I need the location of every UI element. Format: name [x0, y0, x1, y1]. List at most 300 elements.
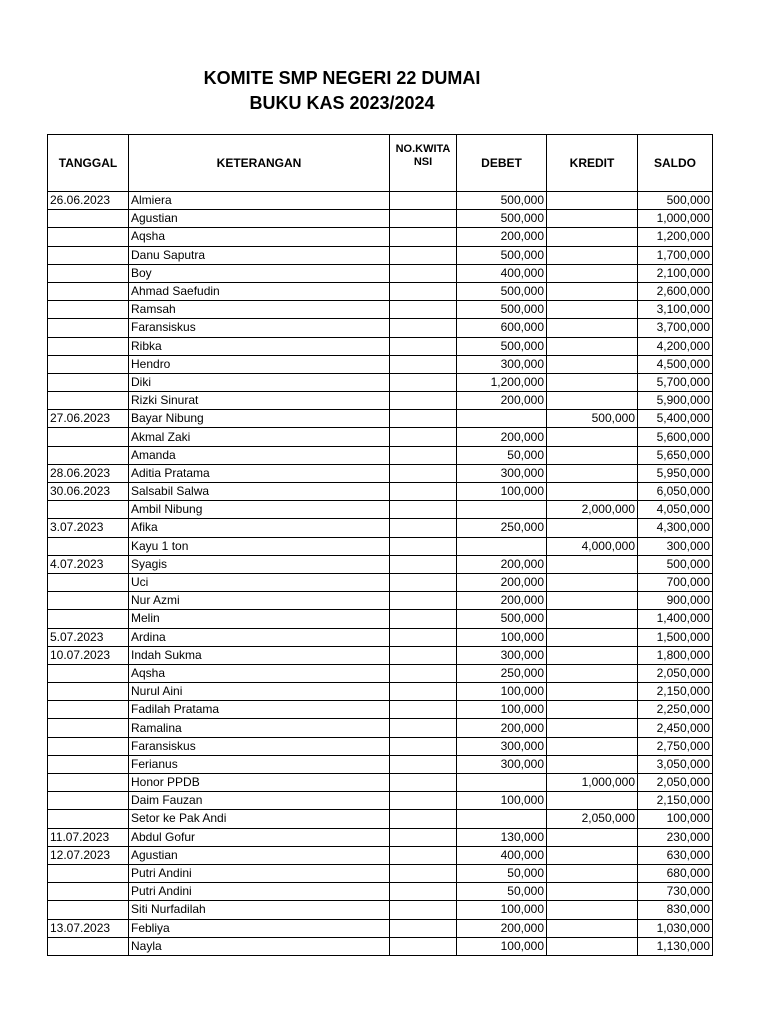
cell-kredit [547, 337, 638, 355]
cell-saldo: 1,200,000 [638, 228, 713, 246]
cell-saldo: 2,150,000 [638, 683, 713, 701]
committee-title: KOMITE SMP NEGERI 22 DUMAI [203, 68, 481, 88]
cell-saldo: 230,000 [638, 828, 713, 846]
cell-debet: 200,000 [457, 719, 547, 737]
cell-kredit [547, 901, 638, 919]
cell-saldo: 5,600,000 [638, 428, 713, 446]
cell-keterangan: Ahmad Saefudin [129, 282, 390, 300]
cell-tanggal [48, 573, 129, 591]
cell-no-kwitansi [390, 646, 457, 664]
cell-tanggal [48, 210, 129, 228]
cell-saldo: 5,900,000 [638, 392, 713, 410]
cell-no-kwitansi [390, 428, 457, 446]
table-row [48, 519, 713, 537]
cell-saldo: 5,950,000 [638, 464, 713, 482]
cell-no-kwitansi [390, 537, 457, 555]
table-row [48, 592, 713, 610]
cell-saldo: 2,750,000 [638, 737, 713, 755]
cell-debet [457, 410, 547, 428]
column-header-keterangan: KETERANGAN [129, 135, 390, 192]
cell-kredit [547, 919, 638, 937]
cell-saldo: 1,800,000 [638, 646, 713, 664]
cell-keterangan: Syagis [129, 555, 390, 573]
cell-kredit [547, 937, 638, 955]
table-row [48, 846, 713, 864]
cell-debet [457, 774, 547, 792]
cell-debet: 100,000 [457, 628, 547, 646]
cell-debet [457, 537, 547, 555]
column-header-debet: DEBET [457, 135, 547, 192]
cell-no-kwitansi [390, 937, 457, 955]
cell-debet: 200,000 [457, 592, 547, 610]
cell-tanggal [48, 592, 129, 610]
cell-debet: 300,000 [457, 646, 547, 664]
cell-no-kwitansi [390, 828, 457, 846]
table-row [48, 246, 713, 264]
column-header-kredit: KREDIT [547, 135, 638, 192]
cell-kredit [547, 737, 638, 755]
cell-debet: 500,000 [457, 301, 547, 319]
cell-debet: 50,000 [457, 446, 547, 464]
cell-kredit [547, 664, 638, 682]
cell-saldo: 2,250,000 [638, 701, 713, 719]
table-row [48, 355, 713, 373]
cell-no-kwitansi [390, 410, 457, 428]
cell-keterangan: Faransiskus [129, 319, 390, 337]
cell-kredit [547, 228, 638, 246]
cell-tanggal [48, 755, 129, 773]
cell-keterangan: Hendro [129, 355, 390, 373]
cell-no-kwitansi [390, 355, 457, 373]
cell-debet: 300,000 [457, 737, 547, 755]
table-row [48, 901, 713, 919]
cell-no-kwitansi [390, 701, 457, 719]
cell-saldo: 830,000 [638, 901, 713, 919]
cell-keterangan: Aditia Pratama [129, 464, 390, 482]
cell-keterangan: Fadilah Pratama [129, 701, 390, 719]
document-title [0, 66, 684, 116]
cell-kredit [547, 264, 638, 282]
cell-keterangan: Ferianus [129, 755, 390, 773]
cell-saldo: 680,000 [638, 864, 713, 882]
cell-kredit [547, 301, 638, 319]
cell-saldo: 4,300,000 [638, 519, 713, 537]
cell-kredit [547, 192, 638, 210]
cell-debet: 130,000 [457, 828, 547, 846]
cell-kredit [547, 864, 638, 882]
cell-no-kwitansi [390, 719, 457, 737]
cell-tanggal [48, 319, 129, 337]
cell-saldo: 2,150,000 [638, 792, 713, 810]
cell-debet: 500,000 [457, 610, 547, 628]
cell-saldo: 5,400,000 [638, 410, 713, 428]
table-row [48, 373, 713, 391]
table-row [48, 646, 713, 664]
cell-debet: 50,000 [457, 864, 547, 882]
table-row [48, 210, 713, 228]
table-row [48, 537, 713, 555]
cell-tanggal: 5.07.2023 [48, 628, 129, 646]
cell-keterangan: Amanda [129, 446, 390, 464]
table-row [48, 719, 713, 737]
cell-tanggal [48, 537, 129, 555]
cell-keterangan: Setor ke Pak Andi [129, 810, 390, 828]
cell-tanggal [48, 774, 129, 792]
cell-debet: 200,000 [457, 392, 547, 410]
table-row [48, 392, 713, 410]
cell-saldo: 1,500,000 [638, 628, 713, 646]
table-row [48, 828, 713, 846]
cell-keterangan: Honor PPDB [129, 774, 390, 792]
cell-saldo: 1,400,000 [638, 610, 713, 628]
cell-saldo: 1,030,000 [638, 919, 713, 937]
cell-kredit [547, 719, 638, 737]
cell-tanggal [48, 864, 129, 882]
cell-keterangan: Afika [129, 519, 390, 537]
cell-tanggal [48, 737, 129, 755]
cell-tanggal: 13.07.2023 [48, 919, 129, 937]
cell-tanggal [48, 683, 129, 701]
table-row [48, 228, 713, 246]
cell-tanggal [48, 428, 129, 446]
table-row [48, 573, 713, 591]
cell-debet: 200,000 [457, 919, 547, 937]
cell-no-kwitansi [390, 664, 457, 682]
cell-saldo: 300,000 [638, 537, 713, 555]
cell-kredit [547, 319, 638, 337]
cell-saldo: 1,130,000 [638, 937, 713, 955]
table-row [48, 319, 713, 337]
cell-tanggal: 12.07.2023 [48, 846, 129, 864]
cell-tanggal [48, 501, 129, 519]
cell-no-kwitansi [390, 901, 457, 919]
cell-tanggal [48, 355, 129, 373]
cell-tanggal [48, 392, 129, 410]
cell-kredit [547, 646, 638, 664]
cell-debet: 600,000 [457, 319, 547, 337]
cell-saldo: 500,000 [638, 555, 713, 573]
cell-tanggal [48, 446, 129, 464]
cell-keterangan: Rizki Sinurat [129, 392, 390, 410]
cell-keterangan: Danu Saputra [129, 246, 390, 264]
cell-no-kwitansi [390, 610, 457, 628]
table-row [48, 919, 713, 937]
cell-debet: 250,000 [457, 519, 547, 537]
cell-saldo: 630,000 [638, 846, 713, 864]
table-row [48, 464, 713, 482]
cell-no-kwitansi [390, 246, 457, 264]
cell-no-kwitansi [390, 573, 457, 591]
table-row [48, 282, 713, 300]
cell-no-kwitansi [390, 755, 457, 773]
cell-debet: 400,000 [457, 264, 547, 282]
cell-saldo: 1,700,000 [638, 246, 713, 264]
cell-keterangan: Salsabil Salwa [129, 483, 390, 501]
cell-tanggal [48, 901, 129, 919]
cell-tanggal [48, 337, 129, 355]
cell-keterangan: Abdul Gofur [129, 828, 390, 846]
cell-kredit: 2,050,000 [547, 810, 638, 828]
cell-tanggal [48, 937, 129, 955]
cell-debet: 100,000 [457, 792, 547, 810]
table-row [48, 737, 713, 755]
cell-debet: 100,000 [457, 701, 547, 719]
cell-no-kwitansi [390, 483, 457, 501]
cell-keterangan: Nayla [129, 937, 390, 955]
table-row [48, 192, 713, 210]
cell-keterangan: Aqsha [129, 228, 390, 246]
table-row [48, 446, 713, 464]
cell-tanggal: 11.07.2023 [48, 828, 129, 846]
table-row [48, 428, 713, 446]
cell-debet: 100,000 [457, 683, 547, 701]
cell-keterangan: Nurul Aini [129, 683, 390, 701]
cell-debet: 500,000 [457, 282, 547, 300]
cell-tanggal [48, 810, 129, 828]
cell-debet [457, 810, 547, 828]
cell-keterangan: Febliya [129, 919, 390, 937]
cell-no-kwitansi [390, 337, 457, 355]
cell-keterangan: Almiera [129, 192, 390, 210]
column-header-saldo: SALDO [638, 135, 713, 192]
cell-saldo: 2,600,000 [638, 282, 713, 300]
cell-no-kwitansi [390, 282, 457, 300]
table-header [48, 135, 713, 192]
cell-kredit [547, 883, 638, 901]
cell-keterangan: Melin [129, 610, 390, 628]
cell-keterangan: Boy [129, 264, 390, 282]
cell-kredit [547, 373, 638, 391]
cell-saldo: 4,500,000 [638, 355, 713, 373]
cell-keterangan: Akmal Zaki [129, 428, 390, 446]
cell-kredit [547, 355, 638, 373]
cell-no-kwitansi [390, 501, 457, 519]
cell-tanggal [48, 883, 129, 901]
cell-no-kwitansi [390, 774, 457, 792]
cell-saldo: 5,700,000 [638, 373, 713, 391]
column-header-no-kwitansi: NO.KWITANSI [390, 135, 457, 192]
cell-kredit [547, 555, 638, 573]
cell-keterangan: Ardina [129, 628, 390, 646]
cell-saldo: 3,700,000 [638, 319, 713, 337]
cell-no-kwitansi [390, 392, 457, 410]
cell-tanggal [48, 373, 129, 391]
cell-kredit [547, 519, 638, 537]
cell-keterangan: Ramsah [129, 301, 390, 319]
cell-debet: 300,000 [457, 464, 547, 482]
cell-saldo: 900,000 [638, 592, 713, 610]
table-row [48, 683, 713, 701]
column-header-tanggal: TANGGAL [48, 135, 129, 192]
cell-debet: 500,000 [457, 337, 547, 355]
cell-keterangan: Siti Nurfadilah [129, 901, 390, 919]
cell-keterangan: Agustian [129, 846, 390, 864]
cell-keterangan: Nur Azmi [129, 592, 390, 610]
cell-no-kwitansi [390, 228, 457, 246]
cell-kredit [547, 428, 638, 446]
cell-debet: 200,000 [457, 555, 547, 573]
cell-debet: 500,000 [457, 246, 547, 264]
cell-tanggal [48, 664, 129, 682]
cell-no-kwitansi [390, 864, 457, 882]
table-row [48, 701, 713, 719]
cell-saldo: 700,000 [638, 573, 713, 591]
cell-debet: 300,000 [457, 355, 547, 373]
cell-debet: 250,000 [457, 664, 547, 682]
cell-debet: 400,000 [457, 846, 547, 864]
cell-tanggal [48, 792, 129, 810]
cell-saldo: 2,100,000 [638, 264, 713, 282]
table-row [48, 774, 713, 792]
table-row [48, 883, 713, 901]
cell-kredit [547, 282, 638, 300]
cell-debet: 50,000 [457, 883, 547, 901]
cell-kredit: 4,000,000 [547, 537, 638, 555]
table-row [48, 301, 713, 319]
cell-tanggal [48, 282, 129, 300]
cell-no-kwitansi [390, 264, 457, 282]
cell-saldo: 5,650,000 [638, 446, 713, 464]
cell-tanggal: 27.06.2023 [48, 410, 129, 428]
cell-no-kwitansi [390, 301, 457, 319]
cell-kredit [547, 828, 638, 846]
cell-debet: 200,000 [457, 228, 547, 246]
cell-keterangan: Ribka [129, 337, 390, 355]
cell-kredit [547, 446, 638, 464]
cell-tanggal: 26.06.2023 [48, 192, 129, 210]
cell-debet: 100,000 [457, 937, 547, 955]
cell-saldo: 6,050,000 [638, 483, 713, 501]
cell-tanggal [48, 610, 129, 628]
table-row [48, 555, 713, 573]
cell-no-kwitansi [390, 810, 457, 828]
cell-saldo: 100,000 [638, 810, 713, 828]
cell-tanggal: 3.07.2023 [48, 519, 129, 537]
table-row [48, 810, 713, 828]
cell-tanggal [48, 701, 129, 719]
cell-debet: 500,000 [457, 210, 547, 228]
cell-keterangan: Daim Fauzan [129, 792, 390, 810]
cell-kredit [547, 573, 638, 591]
cell-keterangan: Uci [129, 573, 390, 591]
cell-no-kwitansi [390, 737, 457, 755]
cell-no-kwitansi [390, 683, 457, 701]
cell-saldo: 1,000,000 [638, 210, 713, 228]
cell-kredit [547, 701, 638, 719]
cell-debet: 200,000 [457, 573, 547, 591]
cell-no-kwitansi [390, 373, 457, 391]
cell-kredit [547, 483, 638, 501]
cell-kredit [547, 210, 638, 228]
cell-saldo: 730,000 [638, 883, 713, 901]
cell-keterangan: Faransiskus [129, 737, 390, 755]
cell-tanggal: 10.07.2023 [48, 646, 129, 664]
cell-kredit [547, 464, 638, 482]
cell-no-kwitansi [390, 446, 457, 464]
cell-debet: 500,000 [457, 192, 547, 210]
table-row [48, 628, 713, 646]
cell-keterangan: Diki [129, 373, 390, 391]
cell-keterangan: Putri Andini [129, 864, 390, 882]
cell-saldo: 3,100,000 [638, 301, 713, 319]
cell-debet: 300,000 [457, 755, 547, 773]
cell-debet: 200,000 [457, 428, 547, 446]
cell-saldo: 2,050,000 [638, 664, 713, 682]
cell-kredit [547, 610, 638, 628]
cashbook-table [47, 134, 713, 956]
cell-kredit [547, 392, 638, 410]
cell-no-kwitansi [390, 628, 457, 646]
cell-tanggal [48, 301, 129, 319]
cell-saldo: 2,050,000 [638, 774, 713, 792]
cell-no-kwitansi [390, 464, 457, 482]
cell-keterangan: Kayu 1 ton [129, 537, 390, 555]
cell-no-kwitansi [390, 210, 457, 228]
cell-tanggal: 28.06.2023 [48, 464, 129, 482]
cell-keterangan: Ramalina [129, 719, 390, 737]
cell-debet [457, 501, 547, 519]
table-body [48, 192, 713, 956]
cell-no-kwitansi [390, 919, 457, 937]
cell-keterangan: Ambil Nibung [129, 501, 390, 519]
cell-kredit [547, 592, 638, 610]
cell-keterangan: Aqsha [129, 664, 390, 682]
cell-no-kwitansi [390, 319, 457, 337]
cell-no-kwitansi [390, 792, 457, 810]
cell-kredit [547, 792, 638, 810]
cell-debet: 100,000 [457, 901, 547, 919]
cell-tanggal [48, 228, 129, 246]
cell-saldo: 2,450,000 [638, 719, 713, 737]
cell-kredit: 1,000,000 [547, 774, 638, 792]
cell-tanggal [48, 719, 129, 737]
table-row [48, 410, 713, 428]
table-row [48, 864, 713, 882]
table-row [48, 483, 713, 501]
table-row [48, 264, 713, 282]
cell-no-kwitansi [390, 192, 457, 210]
cell-no-kwitansi [390, 519, 457, 537]
table-row [48, 610, 713, 628]
cell-debet: 1,200,000 [457, 373, 547, 391]
cashbook-title: BUKU KAS 2023/2024 [249, 93, 435, 113]
table-row [48, 792, 713, 810]
cell-kredit [547, 846, 638, 864]
cell-kredit: 2,000,000 [547, 501, 638, 519]
cell-kredit [547, 755, 638, 773]
table-row [48, 664, 713, 682]
cell-kredit [547, 683, 638, 701]
cell-saldo: 3,050,000 [638, 755, 713, 773]
cell-no-kwitansi [390, 846, 457, 864]
table-row [48, 937, 713, 955]
cell-no-kwitansi [390, 592, 457, 610]
cell-saldo: 4,050,000 [638, 501, 713, 519]
header-row [48, 135, 713, 192]
table-row [48, 501, 713, 519]
cell-keterangan: Agustian [129, 210, 390, 228]
table-row [48, 337, 713, 355]
table-row [48, 755, 713, 773]
cell-keterangan: Indah Sukma [129, 646, 390, 664]
cell-kredit [547, 628, 638, 646]
cell-tanggal [48, 264, 129, 282]
cell-keterangan: Putri Andini [129, 883, 390, 901]
cell-debet: 100,000 [457, 483, 547, 501]
cell-kredit [547, 246, 638, 264]
cell-saldo: 500,000 [638, 192, 713, 210]
cell-keterangan: Bayar Nibung [129, 410, 390, 428]
